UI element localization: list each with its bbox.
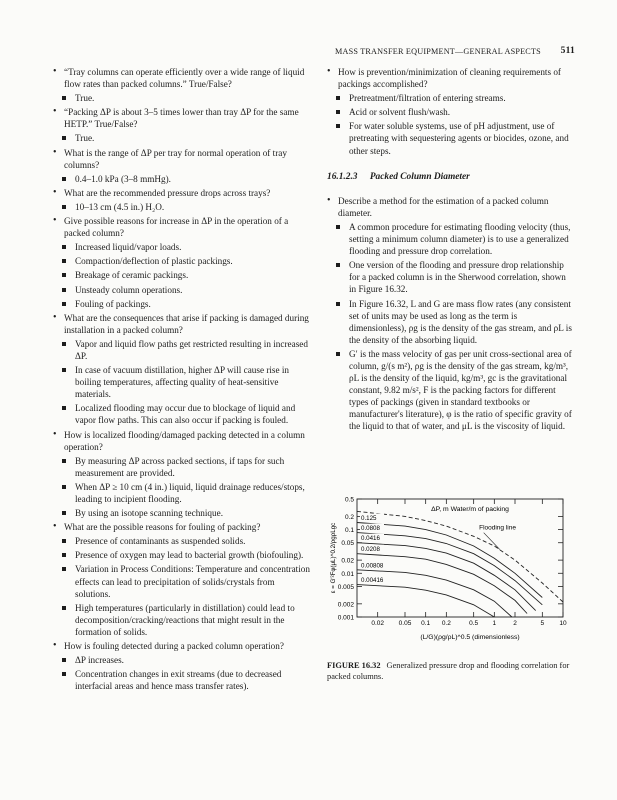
answer-item: High temperatures (particularly in distillation) could lead to decomposition/cracking/reactions that might result in the formation of solids. (53, 602, 311, 638)
section-number: 16.1.2.3 (327, 171, 358, 182)
right-column-list-2 (327, 195, 575, 433)
curve-label: 0.125 (361, 515, 377, 523)
chart-title: ΔP, m Water/m of packing (431, 506, 509, 513)
figure-label: FIGURE 16.32 (327, 661, 381, 670)
answer-item: 10–13 cm (4.5 in.) H₂O. (53, 201, 311, 213)
answer-item: When ΔP ≥ 10 cm (4 in.) liquid, liquid drainage reduces/stops, leading to incipient flooding. (53, 481, 311, 505)
y-tick-label: 0.1 (344, 527, 354, 535)
y-tick-label: 0.02 (341, 557, 354, 565)
answer-item: Localized flooding may occur due to blockage of liquid and vapor flow paths. This can also occur if packing is fouled. (53, 402, 311, 426)
answer-item: ΔP increases. (53, 654, 311, 666)
curve-label: 0.0808 (361, 525, 380, 533)
answer-item: Compaction/deflection of plastic packings. (53, 255, 311, 267)
x-axis-label: (L/G)(ρg/ρL)^0.5 (dimensionless) (420, 634, 520, 641)
question-item: • “Packing ΔP is about 3–5 times lower than tray ΔP for the same HETP.” True/False? (53, 106, 311, 130)
curve-label: 0.0416 (361, 535, 380, 543)
answer-item: Concentration changes in exit streams (due to decreased interfacial areas and hence mass transfer rates). (53, 668, 311, 692)
running-header (335, 47, 575, 56)
answer-item: Fouling of packings. (53, 298, 311, 310)
question-item: • How is localized flooding/damaged packing detected in a column operation? (53, 429, 311, 453)
answer-item: Presence of oxygen may lead to bacterial growth (biofouling). (53, 549, 311, 561)
answer-item: In case of vacuum distillation, higher ΔP will cause rise in boiling temperatures, affecting quality of heat-sensitive materials. (53, 364, 311, 400)
answer-item: In Figure 16.32, L and G are mass flow rates (any consistent set of units may be used as long as the term is dimensionless), ρg is the density of the gas stream, and ρL is the density of the absorbing liquid. (327, 298, 575, 346)
x-tick-label: 5 (540, 620, 545, 627)
question-item: • Give possible reasons for increase in ΔP in the operation of a packed column? (53, 215, 311, 239)
answer-item: Breakage of ceramic packings. (53, 269, 311, 281)
answer-item: Vapor and liquid flow paths get restricted resulting in increased ΔP. (53, 338, 311, 362)
pressure-drop-curve (357, 533, 542, 605)
curve-label: 0.0208 (361, 546, 380, 554)
y-tick-label: 0.001 (337, 614, 354, 622)
answer-item: A common procedure for estimating flooding velocity (thus, setting a minimum column diameter) is to use a generalized flooding and pressure drop correlation. (327, 221, 575, 257)
answer-item: By measuring ΔP across packed sections, if taps for such measurement are provided. (53, 455, 311, 479)
x-tick-label: 10 (559, 620, 567, 627)
answer-item: Pretreatment/filtration of entering streams. (327, 92, 575, 104)
answer-item: 0.4–1.0 kPa (3–8 mmHg). (53, 173, 311, 185)
answer-item: Variation in Process Conditions: Temperature and concentration effects can lead to precipitation of solids/crystals from solutions. (53, 563, 311, 599)
running-title: MASS TRANSFER EQUIPMENT—GENERAL ASPECTS (335, 47, 541, 56)
flooding-line-label: Flooding line (479, 524, 516, 532)
question-item: • How is fouling detected during a packed column operation? (53, 640, 311, 652)
answer-item: True. (53, 132, 311, 144)
question-item: • How is prevention/minimization of cleaning requirements of packings accomplished? (327, 66, 575, 90)
flooding-line-pointer (484, 533, 500, 550)
right-column (327, 66, 575, 435)
x-tick-label: 0.5 (469, 620, 479, 627)
curve-label: 0.00416 (361, 577, 384, 585)
answer-item: For water soluble systems, use of pH adjustment, use of pretreating with sequestering agents or biocides, ozone, and other steps. (327, 120, 575, 156)
question-item: • What are the consequences that arise if packing is damaged during installation in a packed column? (53, 312, 311, 336)
question-item: • “Tray columns can operate efficiently over a wide range of liquid flow rates than packed columns.” True/False? (53, 66, 311, 90)
answer-item: True. (53, 92, 311, 104)
y-tick-label: 0.01 (341, 570, 354, 578)
answer-item: Presence of contaminants as suspended solids. (53, 535, 311, 547)
flooding-correlation-chart (327, 493, 575, 651)
answer-item: Increased liquid/vapor loads. (53, 241, 311, 253)
y-tick-label: 0.002 (337, 601, 354, 609)
y-tick-label: 0.5 (344, 496, 354, 504)
section-heading (327, 171, 575, 183)
answer-item: By using an isotope scanning technique. (53, 507, 311, 519)
y-tick-label: 0.2 (344, 513, 354, 521)
question-item: • What is the range of ΔP per tray for normal operation of tray columns? (53, 147, 311, 171)
curve-label: 0.00808 (361, 562, 384, 570)
page-number: 511 (560, 46, 575, 56)
question-item: • Describe a method for the estimation of a packed column diameter. (327, 195, 575, 219)
x-tick-label: 0.2 (441, 620, 451, 627)
left-column (53, 66, 311, 694)
x-tick-label: 0.1 (421, 620, 431, 627)
x-tick-label: 2 (513, 620, 517, 627)
answer-item: One version of the flooding and pressure drop relationship for a packed column is in the Sherwood correlation, shown in Figure 16.32. (327, 259, 575, 295)
question-item: • What are the recommended pressure drops across trays? (53, 187, 311, 199)
answer-item: Unsteady column operations. (53, 284, 311, 296)
y-tick-label: 0.005 (337, 583, 354, 591)
section-title: Packed Column Diameter (369, 171, 470, 182)
figure-caption (327, 660, 575, 682)
x-tick-label: 0.02 (371, 620, 384, 627)
y-tick-label: 0.05 (341, 540, 354, 548)
answer-item: Acid or solvent flush/wash. (327, 106, 575, 118)
x-tick-label: 0.05 (398, 620, 412, 627)
y-axis-label: ε = G′²Fφ(μL)^0.2/ρgρLgc (330, 522, 337, 594)
x-tick-label: 1 (492, 620, 497, 627)
right-column-list-1 (327, 66, 575, 157)
figure-caption-text: Generalized pressure drop and flooding correlation for packed columns. (327, 661, 570, 681)
question-item: • What are the possible reasons for fouling of packing? (53, 521, 311, 533)
answer-item: G′ is the mass velocity of gas per unit cross-sectional area of column, g/(s m²), ρg is the density of the gas stream, kg/m³, ρL is the density of the liquid, kg/m³, gc is the gravitational constant, 9.82 m/s², F is the packing factors for different types of packings (given in standard textbooks or manufacturer's literature), φ is the ratio of specific gravity of the liquid to that of water, and μL is the viscosity of liquid. (327, 348, 575, 433)
